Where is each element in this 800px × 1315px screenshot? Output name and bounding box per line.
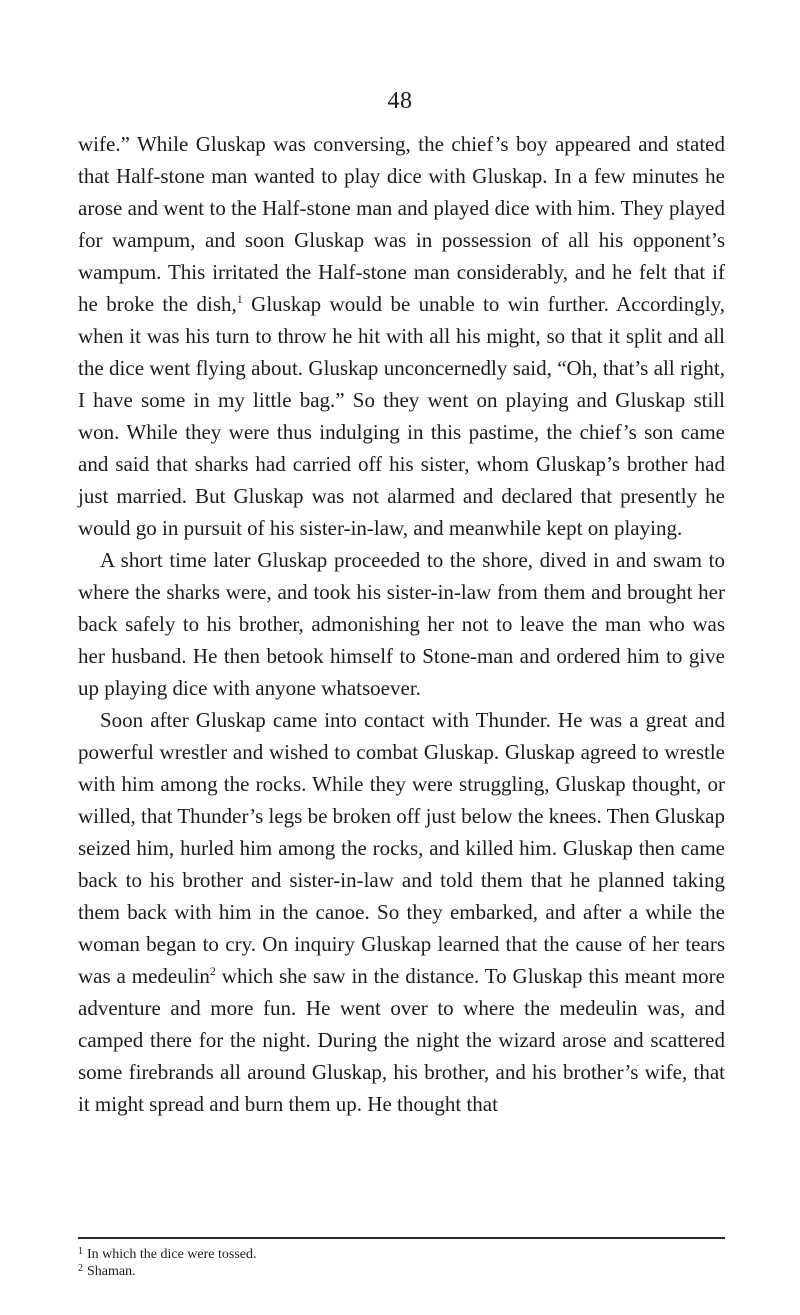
paragraph-1-text-a: wife.” While Gluskap was conversing, the chief’s boy appeared and stated that Half-stone man wanted to play dice with Gluskap. In a few minutes he arose and went to the Half-stone man and played dice with him. They played for wampum, and soon Gluskap was in possession of all his opponent’s wampum. This irritated the Half-stone man considerably, and he felt that if he broke the dish, (78, 132, 725, 316)
paragraph-3-text-a: Soon after Gluskap came into contact with Thunder. He was a great and powerful wrestler and wished to combat Gluskap. Gluskap agreed to wrestle with him among the rocks. While they were struggling, Gluskap thought, or willed, that Thunder’s legs be broken off just below the knees. Then Gluskap seized him, hurled him among the rocks, and killed him. Gluskap then came back to his brother and sister-in-law and told them that he planned taking them back with him in the canoe. So they embarked, and after a while the woman began to cry. On inquiry Gluskap learned that the cause of her tears was a medeulin (78, 708, 725, 988)
footnote-1-text: In which the dice were tossed. (87, 1247, 257, 1262)
footnote-divider (78, 1237, 725, 1239)
footnote-2-mark: 2 (78, 1263, 83, 1274)
page-number: 48 (387, 88, 413, 114)
footnote-2-text: Shaman. (87, 1264, 136, 1279)
footnote-ref-1: 1 (236, 292, 243, 306)
footnote-1-mark: 1 (78, 1246, 83, 1257)
paragraph-2: A short time later Gluskap proceeded to the shore, dived in and swam to where the sharks were, and took his sister-in-law from them and brought her back safely to his brother, admonishing her not to leave the man who was her husband. He then betook himself to Stone-man and ordered him to give up playing dice with anyone whatsoever. (78, 548, 725, 700)
body-text (78, 128, 725, 1120)
paragraph-3 (78, 704, 725, 1120)
paragraph-3-text-b: which she saw in the distance. To Gluskap this meant more adventure and more fun. He went over to where the medeulin was, and camped there for the night. During the night the wizard arose and scattered some firebrands all around Gluskap, his brother, and his brother’s wife, that it might spread and burn them up. He thought that (78, 964, 725, 1116)
footnotes (78, 1246, 725, 1280)
paragraph-1 (78, 128, 725, 544)
paragraph-1-text-b: Gluskap would be unable to win further. Accordingly, when it was his turn to throw he hit with all his might, so that it split and all the dice went flying about. Gluskap unconcernedly said, “Oh, that’s all right, I have some in my little bag.” So they went on playing and Gluskap still won. While they were thus indulging in this pastime, the chief’s son came and said that sharks had carried off his sister, whom Gluskap’s brother had just married. But Gluskap was not alarmed and declared that presently he would go in pursuit of his sister-in-law, and meanwhile kept on playing. (78, 292, 725, 540)
footnote-1 (78, 1246, 725, 1263)
footnote-2 (78, 1263, 725, 1280)
footnote-ref-2: 2 (209, 964, 216, 978)
